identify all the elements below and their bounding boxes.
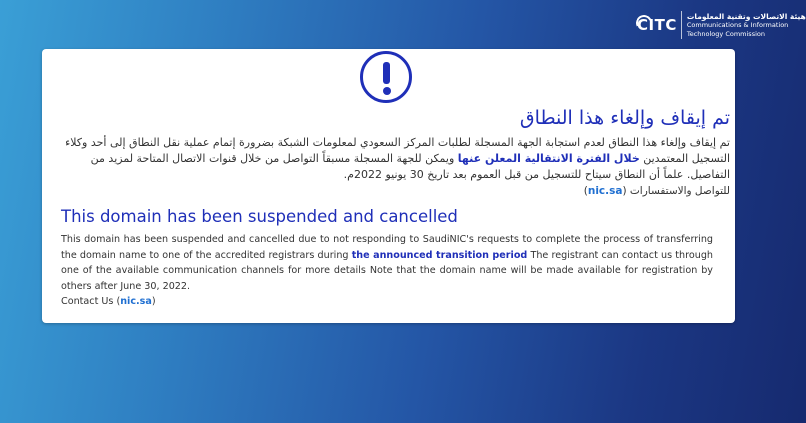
notice-card xyxy=(42,49,735,323)
english-contact-end: ) xyxy=(151,296,156,307)
english-body-text-1: This domain has been suspended and cancelled due to not responding to SaudiNIC's requests to complete the process of transferring the domain name to one of the accredited registrars during xyxy=(61,234,713,261)
arabic-body-text-1: تم إيقاف وإلغاء هذا النطاق لعدم استجابة الجهة المسجلة لطلبات المركز السعودي لمعلومات الشبكة بضرورة إتمام عملية نقل النطاق إلى أحد وكلاء التسجيل المعتمدين xyxy=(65,136,730,165)
english-contact xyxy=(61,294,713,309)
arabic-contact-label: للتواصل والاستفسارات ( xyxy=(622,185,730,197)
arabic-title: تم إيقاف وإلغاء هذا النطاق xyxy=(519,107,730,129)
english-contact-label: Contact Us ( xyxy=(61,296,121,307)
english-notice xyxy=(61,207,713,309)
english-transition-period-link[interactable]: the announced transition period xyxy=(351,249,528,261)
arabic-transition-period-link[interactable]: خلال الفترة الانتقالية المعلن عنها xyxy=(457,152,640,165)
arabic-nic-link[interactable]: nic.sa xyxy=(587,185,623,197)
citc-logo xyxy=(637,9,806,41)
logo-arabic-name: هيئة الاتصالات وتقنية المعلومات xyxy=(686,11,806,21)
exclamation-bar xyxy=(383,62,390,84)
english-body xyxy=(61,232,713,294)
exclamation-dot xyxy=(383,87,391,95)
exclamation-circle-icon xyxy=(360,51,412,103)
english-body-text-2: The registrant can contact us through one of the available communication channels for more details Note that the domain name will be made available for registration by others after June 30, 2022. xyxy=(61,249,713,292)
citc-logo-mark xyxy=(637,11,682,39)
arabic-body xyxy=(60,135,730,183)
arabic-contact xyxy=(60,185,730,197)
logo-mark-text: CITC xyxy=(637,16,677,34)
arabic-notice xyxy=(60,107,730,197)
arabic-contact-end: ) xyxy=(583,185,588,197)
english-title: This domain has been suspended and cancelled xyxy=(61,207,458,226)
logo-english-line2: Technology Commission xyxy=(686,29,765,38)
english-nic-link[interactable]: nic.sa xyxy=(120,296,152,307)
arabic-body-text-2: ويمكن للجهة المسجلة مسبقاً التواصل من خلال قنوات الاتصال المتاحة لمزيد من التفاصيل. علماً أن النطاق سيتاح للتسجيل من قبل العموم بعد تاريخ 30 يونيو 2022م. xyxy=(90,152,730,181)
logo-english-line1: Communications & Information xyxy=(686,20,789,29)
logo-text xyxy=(682,12,806,39)
